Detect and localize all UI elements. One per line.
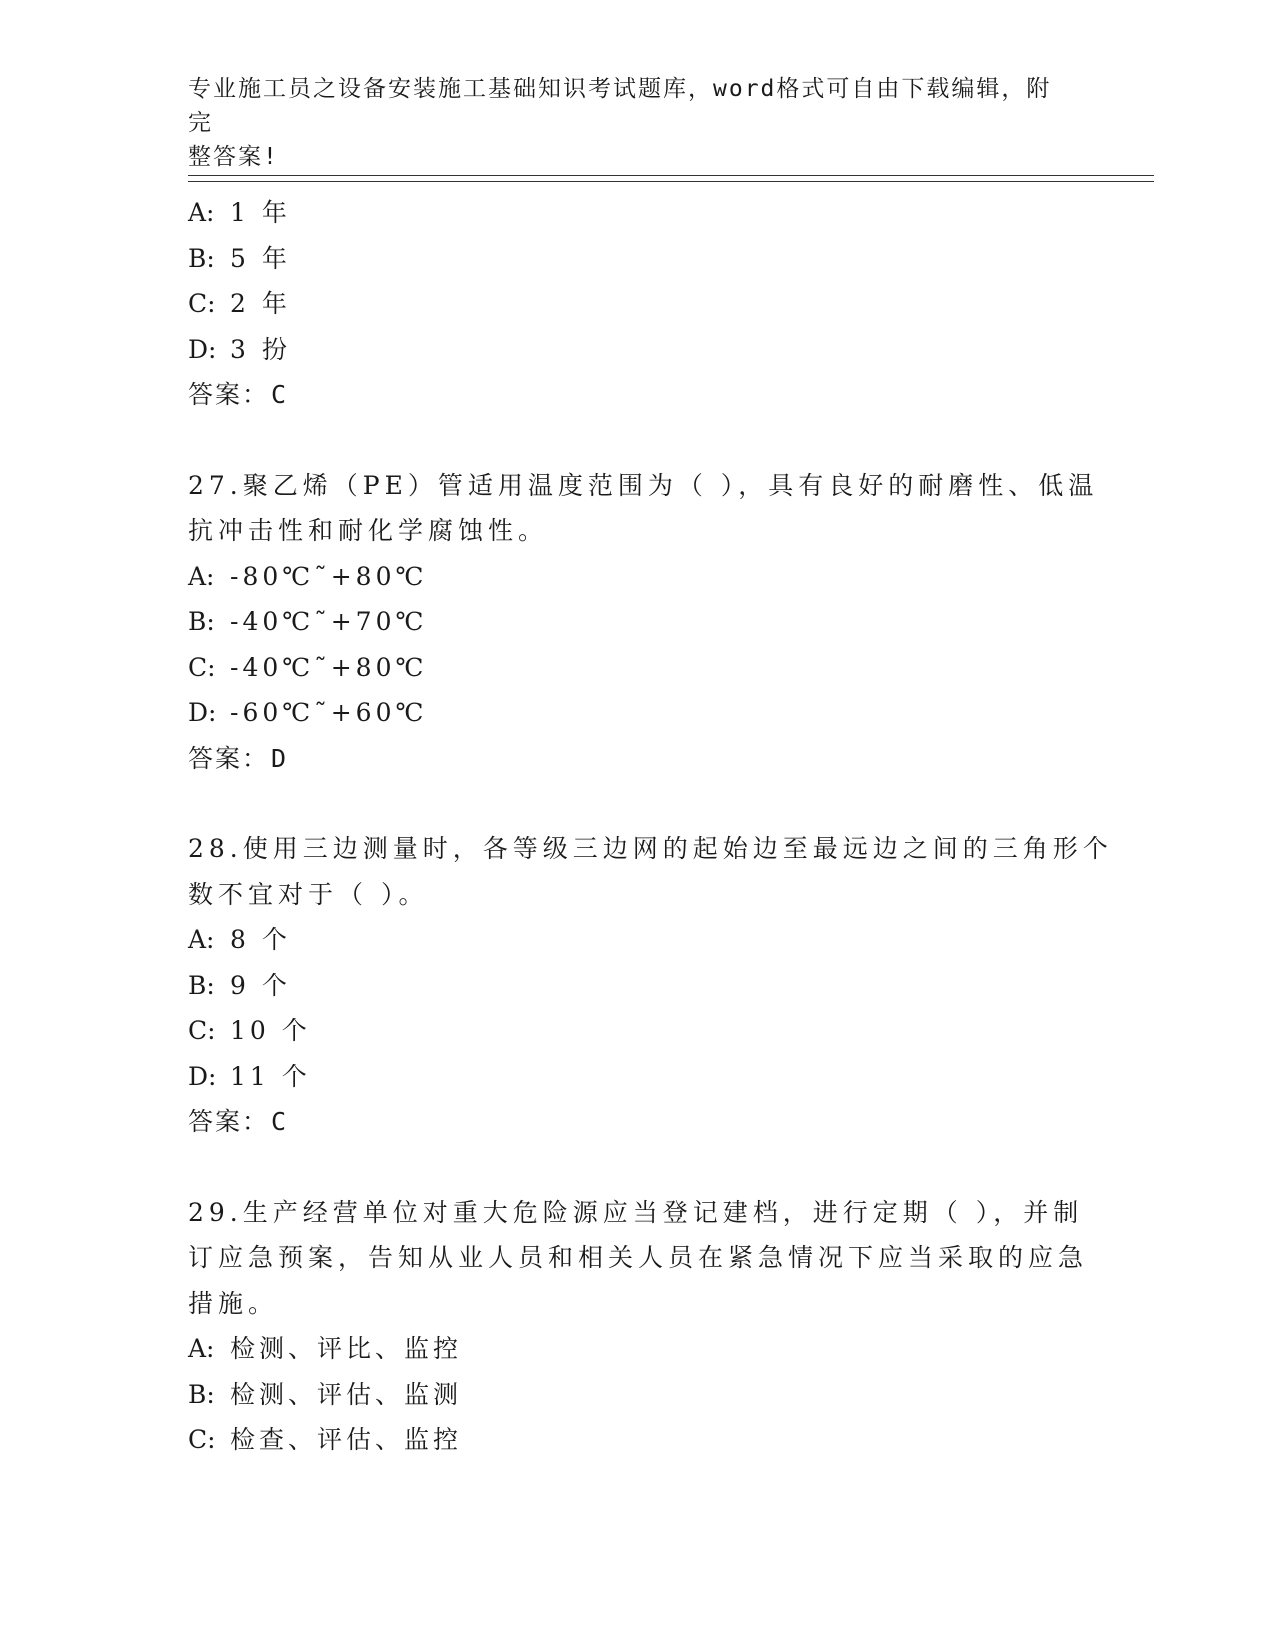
spacer — [188, 781, 1088, 826]
option-key: C: — [188, 1016, 216, 1045]
question-text-line-1: 28.使用三边测量时，各等级三边网的起始边至最远边之间的三角形个 — [188, 834, 1113, 863]
question-text-line-2: 抗冲击性和耐化学腐蚀性。 — [188, 516, 549, 545]
spacer — [188, 1145, 1088, 1190]
option-key: D: — [188, 1061, 217, 1091]
option-text: 3 扮 — [230, 334, 291, 364]
option-a — [188, 1326, 1088, 1372]
option-text: -60℃˜+60℃ — [230, 698, 428, 727]
question-text-line-1: 27.聚乙烯（PE）管适用温度范围为（ ），具有良好的耐磨性、低温 — [188, 470, 1099, 500]
option-text: -40℃˜+80℃ — [230, 652, 428, 682]
option-b — [188, 236, 1088, 282]
option-text: 9 个 — [230, 970, 291, 1000]
option-text: 检测、评比、监控 — [230, 1334, 463, 1363]
answer-label: 答案： — [188, 1107, 270, 1136]
option-a — [188, 554, 1088, 600]
option-key: A: — [188, 561, 215, 591]
answer-line — [188, 372, 1088, 418]
question-text-line-2: 数不宜对于（ ）。 — [188, 879, 429, 909]
question-text-line-1: 29.生产经营单位对重大危险源应当登记建档，进行定期（ ），并制 — [188, 1197, 1084, 1227]
answer-label: 答案： — [188, 743, 270, 773]
option-key: C: — [188, 1425, 216, 1454]
option-a — [188, 190, 1088, 236]
option-key: D: — [188, 334, 217, 364]
option-c — [188, 645, 1088, 691]
option-key: C: — [188, 289, 216, 318]
option-b — [188, 963, 1088, 1009]
question-26 — [188, 190, 1088, 418]
option-b — [188, 599, 1088, 645]
option-key: D: — [188, 698, 217, 727]
option-key: B: — [188, 970, 215, 1000]
option-text: -40℃˜+70℃ — [230, 607, 428, 636]
option-b — [188, 1372, 1088, 1418]
answer-value: C — [271, 1107, 289, 1136]
option-d — [188, 327, 1088, 373]
option-text: 10 个 — [230, 1016, 311, 1045]
document-header — [188, 72, 1068, 174]
question-text-line-3: 措施。 — [188, 1288, 279, 1318]
question-27 — [188, 463, 1099, 782]
option-d — [188, 1054, 1088, 1100]
answer-line — [188, 1099, 1088, 1145]
option-key: B: — [188, 243, 215, 273]
answer-value: D — [271, 743, 289, 773]
header-title-line-2: 整答案! — [188, 144, 279, 170]
question-29 — [188, 1190, 1088, 1463]
question-28 — [188, 826, 1113, 1145]
header-divider-top — [188, 175, 1154, 176]
option-text: 检查、评估、监控 — [230, 1425, 463, 1454]
option-key: B: — [188, 1379, 215, 1409]
answer-value: C — [271, 380, 289, 409]
option-text: -80℃˜+80℃ — [230, 561, 428, 591]
option-text: 2 年 — [230, 289, 291, 318]
option-c — [188, 281, 1088, 327]
option-c — [188, 1417, 1088, 1463]
spacer — [188, 418, 1088, 463]
option-key: A: — [188, 198, 215, 227]
option-key: C: — [188, 652, 216, 682]
option-text: 11 个 — [230, 1061, 311, 1091]
option-text: 8 个 — [230, 925, 291, 954]
option-d — [188, 690, 1088, 736]
option-key: B: — [188, 607, 215, 636]
option-text: 5 年 — [230, 243, 291, 273]
option-key: A: — [188, 1334, 215, 1363]
question-list — [188, 190, 1113, 1463]
header-title-line-1: 专业施工员之设备安装施工基础知识考试题库，word格式可自由下载编辑，附完 — [188, 76, 1052, 136]
option-text: 1 年 — [230, 198, 291, 227]
option-a — [188, 917, 1088, 963]
header-divider-bottom — [188, 181, 1154, 182]
option-c — [188, 1008, 1088, 1054]
answer-label: 答案： — [188, 380, 270, 409]
answer-line — [188, 736, 1088, 782]
option-text: 检测、评估、监测 — [230, 1379, 463, 1409]
question-text-line-2: 订应急预案，告知从业人员和相关人员在紧急情况下应当采取的应急 — [188, 1243, 1089, 1272]
option-key: A: — [188, 925, 215, 954]
